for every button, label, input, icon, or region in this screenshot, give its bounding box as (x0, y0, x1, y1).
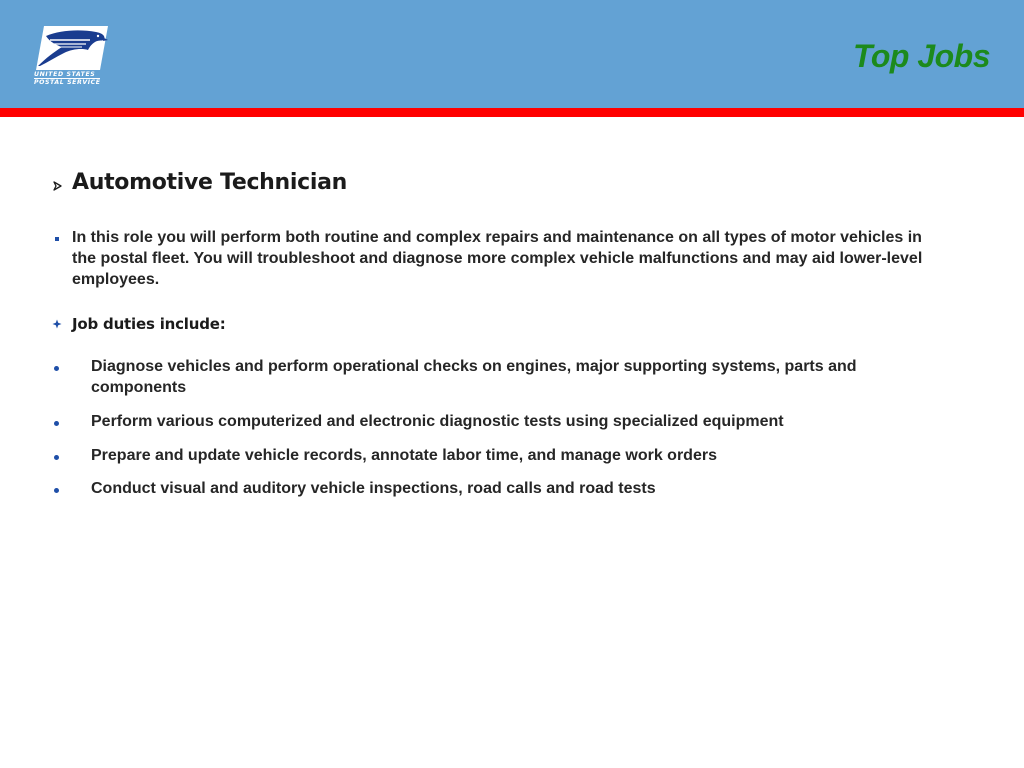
job-description: In this role you will perform both routine and complex repairs and maintenance on all types of motor vehicles in the postal fleet. You will troubleshoot and diagnose more complex vehicle malfunctions and may aid lower-level employees. (72, 229, 923, 288)
header-bar (0, 0, 1024, 108)
logo-text-line1: UNITED STATES (34, 71, 96, 78)
job-title-heading: Automotive Technician (72, 170, 348, 195)
arrow-bullet-icon (53, 181, 63, 191)
duty-text: Perform various computerized and electronic diagnostic tests using specialized equipment (91, 413, 784, 430)
duty-text: Conduct visual and auditory vehicle inspections, road calls and road tests (91, 480, 656, 497)
slide-title: Top Jobs (852, 38, 990, 74)
duty-text: Prepare and update vehicle records, annotate labor time, and manage work orders (91, 447, 717, 464)
duties-heading: Job duties include: (72, 315, 226, 333)
header-divider (0, 108, 1024, 117)
usps-eagle-icon (32, 26, 112, 70)
duty-text: Diagnose vehicles and perform operational checks on engines, major supporting systems, parts and components (91, 358, 857, 396)
diamond-bullet-icon (52, 319, 62, 329)
dot-bullet-icon (54, 488, 59, 493)
logo-text-line2: POSTAL SERVICE (34, 79, 101, 86)
dot-bullet-icon (54, 366, 59, 371)
square-bullet-icon (55, 237, 59, 241)
dot-bullet-icon (54, 455, 59, 460)
dot-bullet-icon (54, 421, 59, 426)
usps-logo (32, 26, 112, 90)
